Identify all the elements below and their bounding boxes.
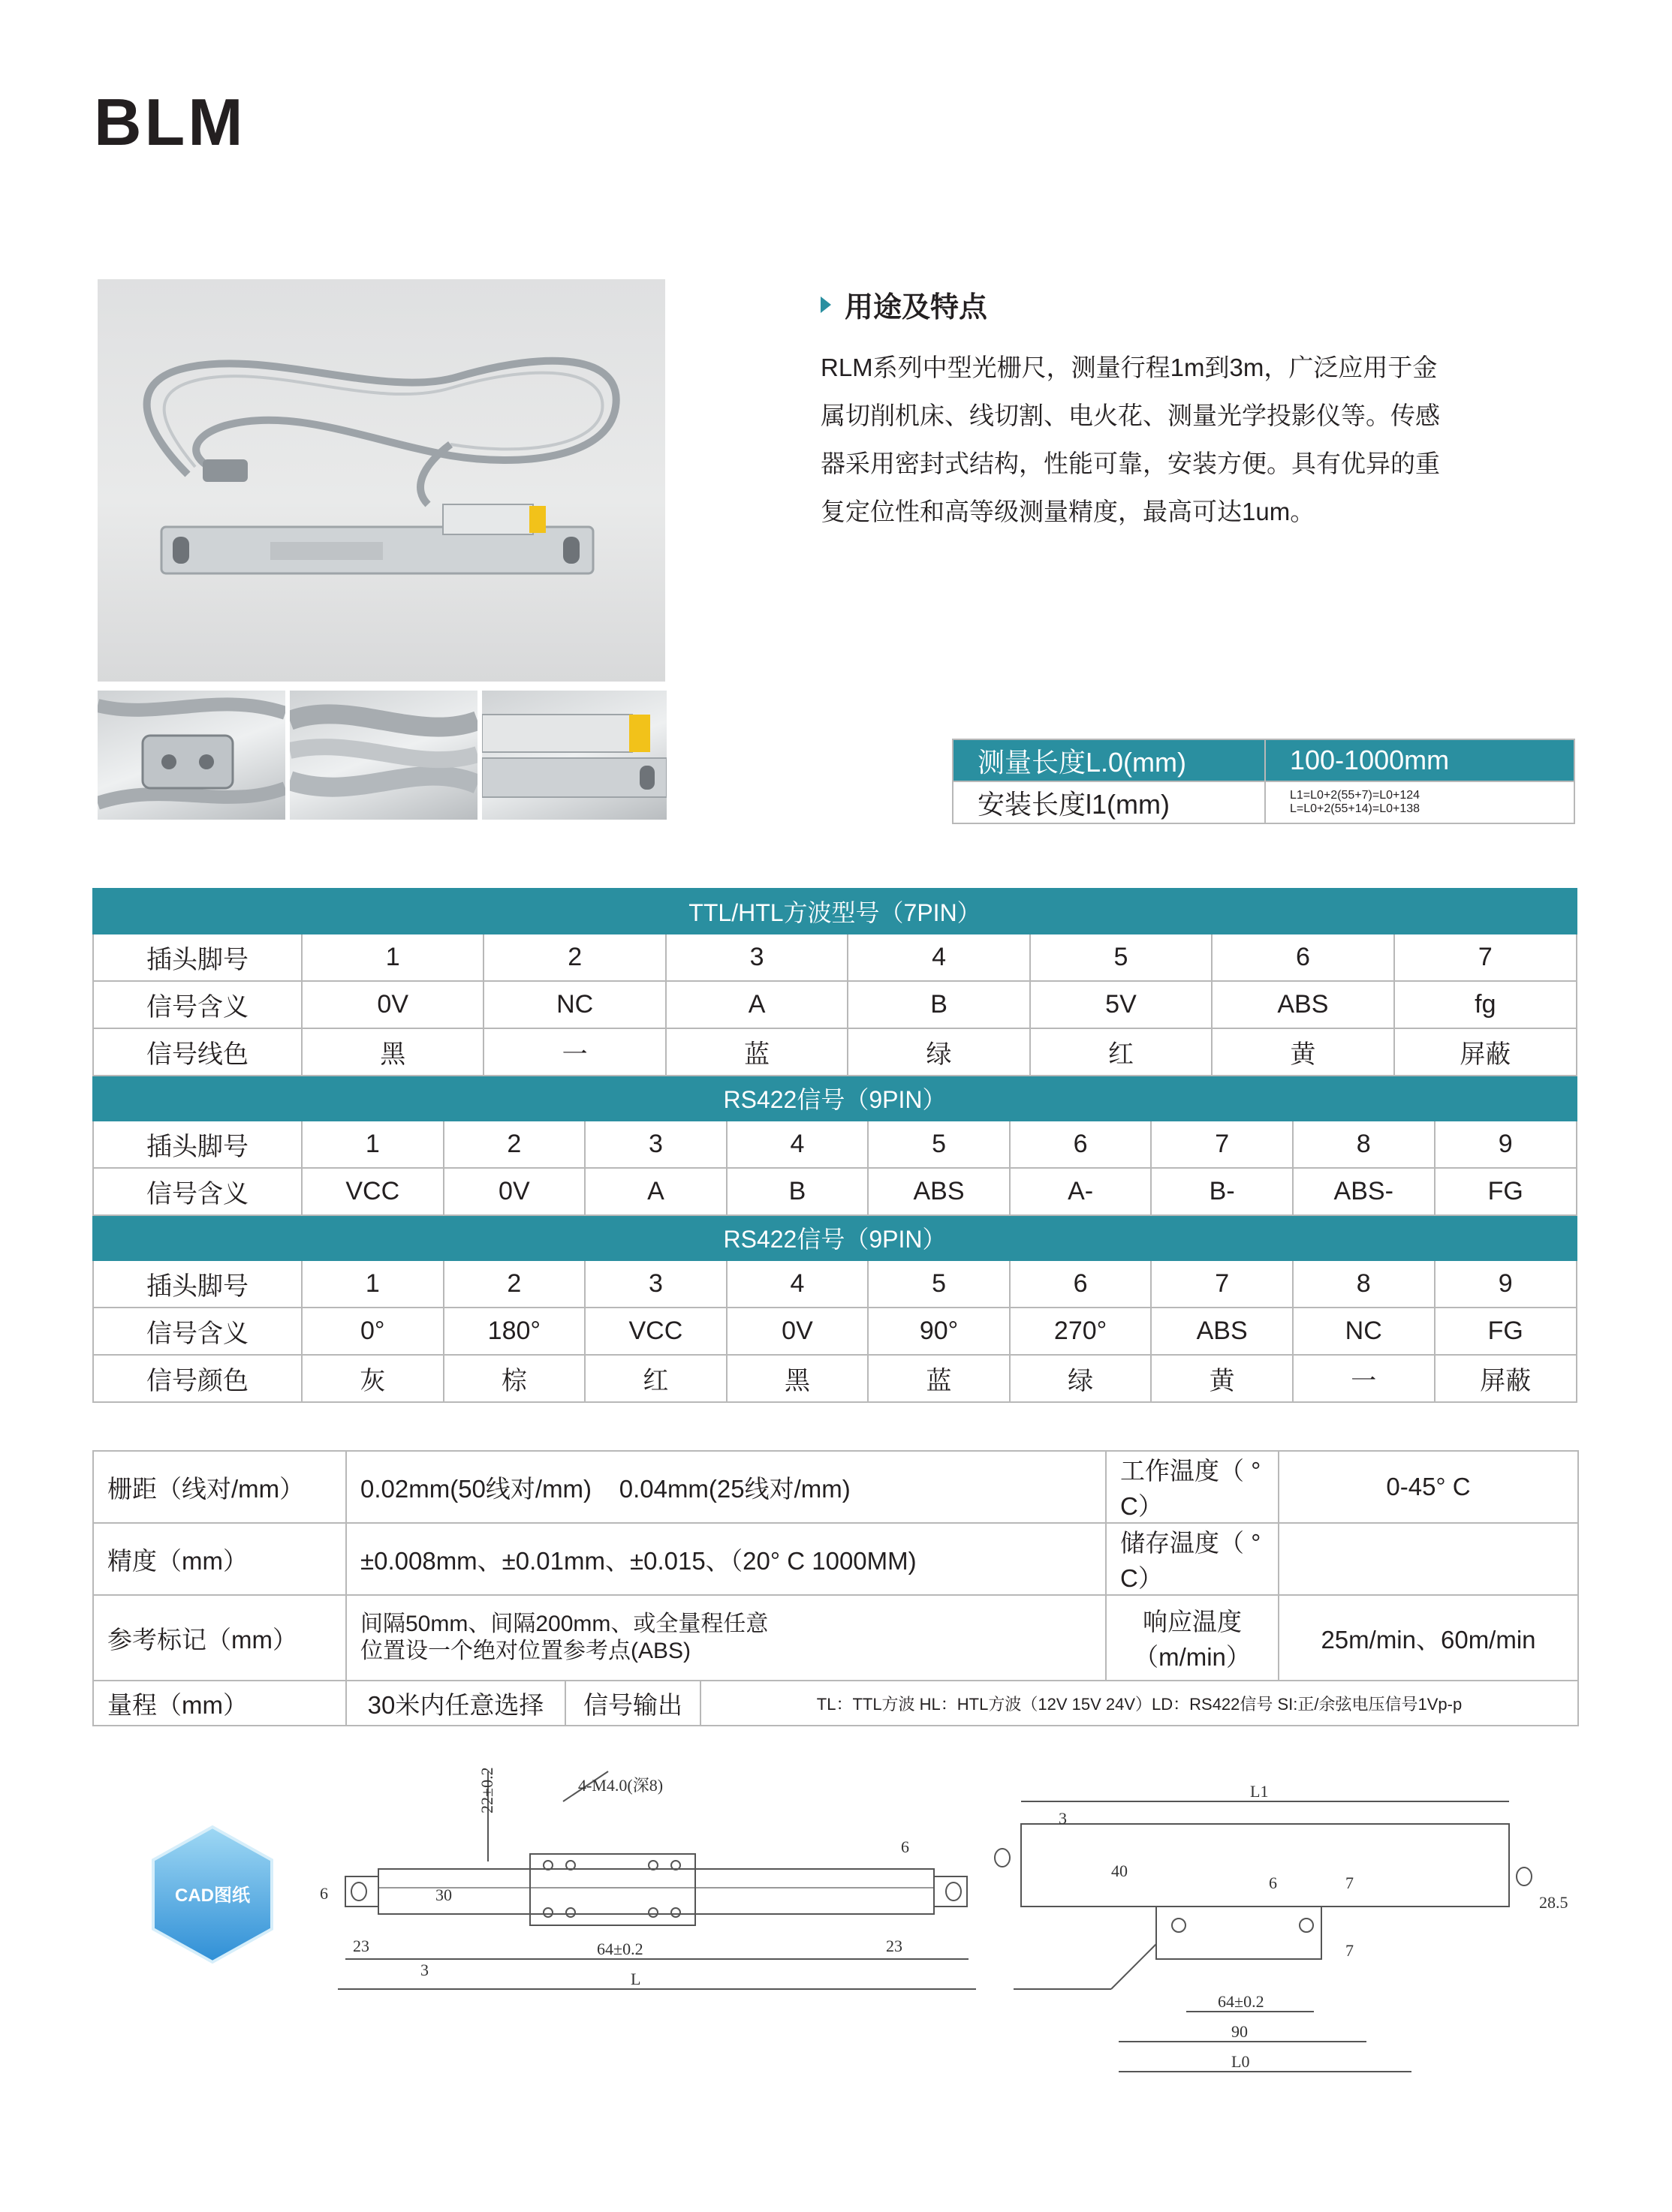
- table-cell: 1: [302, 1260, 444, 1308]
- table-cell: 1: [302, 1121, 444, 1168]
- table-cell: 5: [1030, 934, 1212, 981]
- dim-22: 22±0.2: [477, 1767, 496, 1813]
- table-row: [93, 1451, 1578, 1523]
- table-cell: 4: [727, 1121, 869, 1168]
- store-temp-label: 储存温度（ ° C）: [1106, 1523, 1279, 1595]
- table-row: [93, 1028, 1577, 1076]
- cad-badge: [149, 1824, 276, 1965]
- table-row: [93, 1308, 1577, 1355]
- table-cell: 3: [666, 934, 848, 981]
- dim-6-right: 6: [901, 1837, 909, 1856]
- dim-L1: L1: [1250, 1782, 1269, 1801]
- table-cell: 5V: [1030, 981, 1212, 1028]
- table-cell: 0V: [444, 1168, 586, 1215]
- table-cell: A: [585, 1168, 727, 1215]
- table-row: [93, 1168, 1577, 1215]
- connector-photo: [98, 691, 285, 820]
- table-cell: 180°: [444, 1308, 586, 1355]
- dim-40: 40: [1111, 1861, 1128, 1880]
- cad-drawing: [300, 1741, 1577, 2132]
- pitch-label: 栅距（线对/mm）: [93, 1451, 346, 1523]
- dim-23-right: 23: [886, 1937, 902, 1955]
- row-label: 信号含义: [93, 1308, 302, 1355]
- ttl-band: TTL/HTL方波型号（7PIN）: [93, 889, 1577, 934]
- table-cell: 黑: [727, 1355, 869, 1402]
- cable-photo: [290, 691, 477, 820]
- ref-label: 参考标记（mm）: [93, 1595, 346, 1681]
- table-cell: 4: [727, 1260, 869, 1308]
- accuracy-value: ±0.008mm、±0.01mm、±0.015、（20° C 1000MM): [346, 1523, 1106, 1595]
- install-formula-2: L=L0+2(55+14)=L0+138: [1290, 802, 1420, 815]
- cad-badge-label: CAD图纸: [175, 1885, 250, 1906]
- store-temp-value: [1279, 1523, 1578, 1595]
- features-line: 属切削机床、线切割、电火花、测量光学投影仪等。传感: [821, 402, 1440, 429]
- page-title: BLM: [94, 85, 246, 159]
- table-cell: 6: [1010, 1121, 1152, 1168]
- table-cell: 8: [1293, 1121, 1435, 1168]
- features-line: RLM系列中型光栅尺，测量行程1m到3m，广泛应用于金: [821, 354, 1438, 381]
- table-cell: NC: [484, 981, 665, 1028]
- response-value: 25m/min、60m/min: [1279, 1595, 1578, 1681]
- table-cell: 2: [484, 934, 665, 981]
- table-cell: 黄: [1212, 1028, 1393, 1076]
- table-cell: 270°: [1010, 1308, 1152, 1355]
- table-row: [93, 1523, 1578, 1595]
- table-cell: NC: [1293, 1308, 1435, 1355]
- rs422-band-2: RS422信号（9PIN）: [93, 1215, 1577, 1260]
- dim-3-right: 3: [1059, 1809, 1067, 1828]
- table-row: [93, 1121, 1577, 1168]
- table-cell: 6: [1010, 1260, 1152, 1308]
- table-cell: fg: [1394, 981, 1577, 1028]
- dim-90: 90: [1231, 2022, 1248, 2041]
- ref-value-line: 位置设一个绝对位置参考点(ABS): [360, 1639, 691, 1663]
- table-cell: 8: [1293, 1260, 1435, 1308]
- table-cell: 一: [1293, 1355, 1435, 1402]
- features-line: 器采用密封式结构，性能可靠，安装方便。具有优异的重: [821, 450, 1440, 477]
- features-heading-text: 用途及特点: [845, 292, 988, 324]
- rs422-band-1: RS422信号（9PIN）: [93, 1076, 1577, 1121]
- output-label: 信号输出: [565, 1681, 700, 1726]
- table-cell: 黑: [302, 1028, 484, 1076]
- table-cell: 7: [1394, 934, 1577, 981]
- table-cell: 一: [484, 1028, 665, 1076]
- range-value: 30米内任意选择: [346, 1681, 565, 1726]
- table-cell: 6: [1212, 934, 1393, 981]
- table-cell: 5: [868, 1121, 1010, 1168]
- row-label: 插头脚号: [93, 1121, 302, 1168]
- range-label: 量程（mm）: [93, 1681, 346, 1726]
- dim-7-top: 7: [1345, 1873, 1354, 1892]
- table-row: [93, 934, 1577, 981]
- table-cell: ABS: [1212, 981, 1393, 1028]
- dim-3: 3: [420, 1961, 429, 1979]
- pitch-value: 0.02mm(50线对/mm) 0.04mm(25线对/mm): [346, 1451, 1106, 1523]
- table-cell: 红: [1030, 1028, 1212, 1076]
- scale-product-illustration: [98, 279, 665, 682]
- work-temp-value: 0-45° C: [1279, 1451, 1578, 1523]
- table-cell: B-: [1151, 1168, 1293, 1215]
- length-table: [952, 739, 1575, 824]
- table-cell: 屏蔽: [1435, 1355, 1577, 1402]
- features-body: [821, 344, 1496, 536]
- table-row: [93, 981, 1577, 1028]
- dim-28-5: 28.5: [1539, 1893, 1568, 1912]
- table-cell: 棕: [444, 1355, 586, 1402]
- product-photo: [98, 279, 665, 682]
- table-cell: ABS: [1151, 1308, 1293, 1355]
- table-cell: 黄: [1151, 1355, 1293, 1402]
- reading-head-photo: [482, 691, 667, 820]
- dim-6-left: 6: [320, 1884, 328, 1903]
- row-label: 信号含义: [93, 1168, 302, 1215]
- table-cell: 1: [302, 934, 484, 981]
- accuracy-label: 精度（mm）: [93, 1523, 346, 1595]
- table-cell: VCC: [302, 1168, 444, 1215]
- table-cell: A-: [1010, 1168, 1152, 1215]
- dim-L0: L0: [1231, 2052, 1250, 2071]
- table-cell: 绿: [1010, 1355, 1152, 1402]
- signal-table: [92, 888, 1577, 1403]
- table-cell: 灰: [302, 1355, 444, 1402]
- table-cell: B: [848, 981, 1029, 1028]
- measure-length-value: 100-1000mm: [1265, 739, 1574, 781]
- response-label: 响应温度（m/min）: [1106, 1595, 1279, 1681]
- output-value: TL：TTL方波 HL：HTL方波（12V 15V 24V）LD：RS422信号 SI:正/余弦电压信号1Vp-p: [700, 1681, 1578, 1726]
- table-cell: 绿: [848, 1028, 1029, 1076]
- dim-23-left: 23: [353, 1937, 369, 1955]
- table-cell: ABS: [868, 1168, 1010, 1215]
- table-cell: FG: [1435, 1308, 1577, 1355]
- spec-table: [92, 1450, 1579, 1726]
- row-label: 信号含义: [93, 981, 302, 1028]
- table-cell: 2: [444, 1260, 586, 1308]
- table-row: [93, 1595, 1578, 1681]
- dim-6-side: 6: [1269, 1873, 1277, 1892]
- table-cell: 屏蔽: [1394, 1028, 1577, 1076]
- table-cell: 7: [1151, 1121, 1293, 1168]
- table-cell: VCC: [585, 1308, 727, 1355]
- work-temp-label: 工作温度（ ° C）: [1106, 1451, 1279, 1523]
- install-length-label: 安装长度l1(mm): [953, 781, 1265, 823]
- side-view: [995, 1801, 1532, 2072]
- table-cell: 7: [1151, 1260, 1293, 1308]
- row-label: 插头脚号: [93, 934, 302, 981]
- measure-length-label: 测量长度L.0(mm): [953, 739, 1265, 781]
- table-cell: 3: [585, 1260, 727, 1308]
- install-length-formula: [1265, 781, 1574, 823]
- table-row: [93, 1355, 1577, 1402]
- ref-value: [346, 1595, 1106, 1681]
- table-cell: 90°: [868, 1308, 1010, 1355]
- table-cell: 蓝: [868, 1355, 1010, 1402]
- front-view: [338, 1771, 976, 1989]
- row-label: 插头脚号: [93, 1260, 302, 1308]
- table-cell: FG: [1435, 1168, 1577, 1215]
- table-cell: 2: [444, 1121, 586, 1168]
- table-row: [93, 1681, 1578, 1726]
- dim-7-bottom: 7: [1345, 1941, 1354, 1960]
- ref-value-line: 间隔50mm、间隔200mm、或全量程任意: [360, 1612, 769, 1636]
- dim-64-side: 64±0.2: [1218, 1992, 1264, 2011]
- table-cell: A: [666, 981, 848, 1028]
- table-cell: ABS-: [1293, 1168, 1435, 1215]
- table-cell: 9: [1435, 1260, 1577, 1308]
- features-heading: [821, 284, 987, 325]
- table-row: [93, 1260, 1577, 1308]
- table-cell: 4: [848, 934, 1029, 981]
- table-cell: 9: [1435, 1121, 1577, 1168]
- dim-hole: 4-M4.0(深8): [578, 1776, 664, 1795]
- features-line: 复定位性和高等级测量精度，最高可达1um。: [821, 498, 1315, 525]
- row-label: 信号线色: [93, 1028, 302, 1076]
- install-formula-1: L1=L0+2(55+7)=L0+124: [1290, 789, 1420, 802]
- row-label: 信号颜色: [93, 1355, 302, 1402]
- dim-30: 30: [435, 1885, 452, 1904]
- table-cell: 3: [585, 1121, 727, 1168]
- table-cell: 红: [585, 1355, 727, 1402]
- dim-L: L: [631, 1970, 641, 1988]
- triangle-bullet-icon: [821, 296, 831, 313]
- table-cell: 0°: [302, 1308, 444, 1355]
- table-cell: 蓝: [666, 1028, 848, 1076]
- dim-64: 64±0.2: [597, 1940, 643, 1958]
- table-cell: 0V: [727, 1308, 869, 1355]
- table-cell: 5: [868, 1260, 1010, 1308]
- table-cell: B: [727, 1168, 869, 1215]
- table-cell: 0V: [302, 981, 484, 1028]
